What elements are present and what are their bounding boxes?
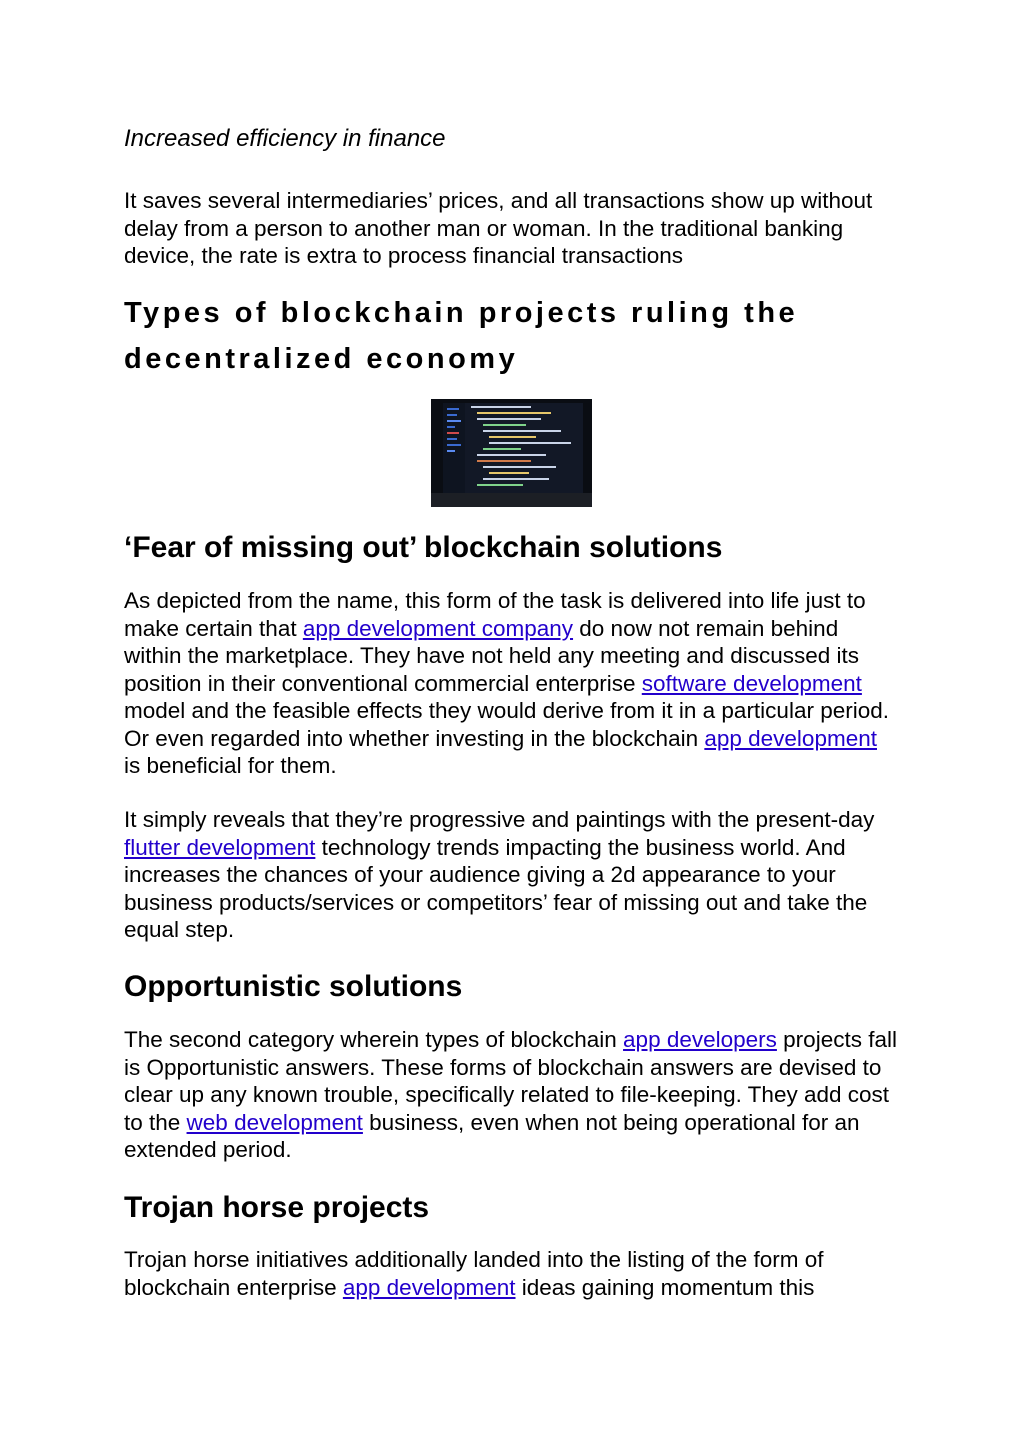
web-development-link[interactable]: web development <box>186 1109 363 1135</box>
trojan-text-1: Trojan horse initiatives additionally landed into the listing of the form of blockchain enterprise <box>124 1247 824 1300</box>
fomo-p1-text-2: do now not remain behind within the marketplace. They have not held any meeting and discussed its position in their conventional commercial enterprise <box>124 615 860 696</box>
fomo-heading: ‘Fear of missing out’ blockchain solutions <box>124 531 723 564</box>
fomo-p2-text-2: technology trends impacting the business world. And increases the chances of your audience giving a 2d appearance to your business products/services or competitors’ fear of missing out and take the equal step. <box>124 834 868 942</box>
fomo-p1-text-1: As depicted from the name, this form of the task is delivered into life just to make certain that <box>124 588 866 641</box>
opportunistic-paragraph <box>124 1026 899 1164</box>
opportunistic-heading: Opportunistic solutions <box>124 970 463 1003</box>
fomo-p1-text-3: model and the feasible effects they would derive from it in a particular period. Or even regarded into whether investing in the blockchain <box>124 698 889 751</box>
trojan-paragraph <box>124 1246 899 1301</box>
intro-subhead: Increased efficiency in finance <box>124 125 446 152</box>
intro-paragraph: It saves several intermediaries’ prices, and all transactions show up without delay from a person to another man or woman. In the traditional banking device, the rate is extra to process financial transactions <box>124 188 873 268</box>
app-development-link-2[interactable]: app development <box>342 1274 516 1300</box>
flutter-development-link[interactable]: flutter development <box>124 834 316 860</box>
trojan-text-2: ideas gaining momentum this <box>515 1274 815 1300</box>
opp-text-1: The second category wherein types of blockchain <box>124 1027 624 1052</box>
app-development-company-link[interactable]: app development company <box>302 615 574 641</box>
fomo-p2-text-1: It simply reveals that they’re progressive and paintings with the present-day <box>124 807 875 832</box>
software-development-link[interactable]: software development <box>641 670 862 696</box>
code-screen-photo-icon <box>431 399 592 507</box>
app-development-link-1[interactable]: app development <box>704 725 877 751</box>
fomo-p1-text-4: is beneficial for them. <box>124 753 337 778</box>
opp-text-3: business, even when not being operational for an extended period. <box>124 1109 860 1162</box>
fomo-paragraph-2 <box>124 806 899 944</box>
fomo-paragraph-1 <box>124 587 899 780</box>
trojan-heading: Trojan horse projects <box>124 1191 430 1224</box>
section-title: Types of blockchain projects ruling the decentralized economy <box>124 297 799 375</box>
opp-text-2: projects fall is Opportunistic answers. These forms of blockchain answers are devised to clear up any known trouble, specifically related to file-keeping. They add cost to the <box>124 1027 897 1135</box>
app-developers-link[interactable]: app developers <box>623 1027 777 1052</box>
